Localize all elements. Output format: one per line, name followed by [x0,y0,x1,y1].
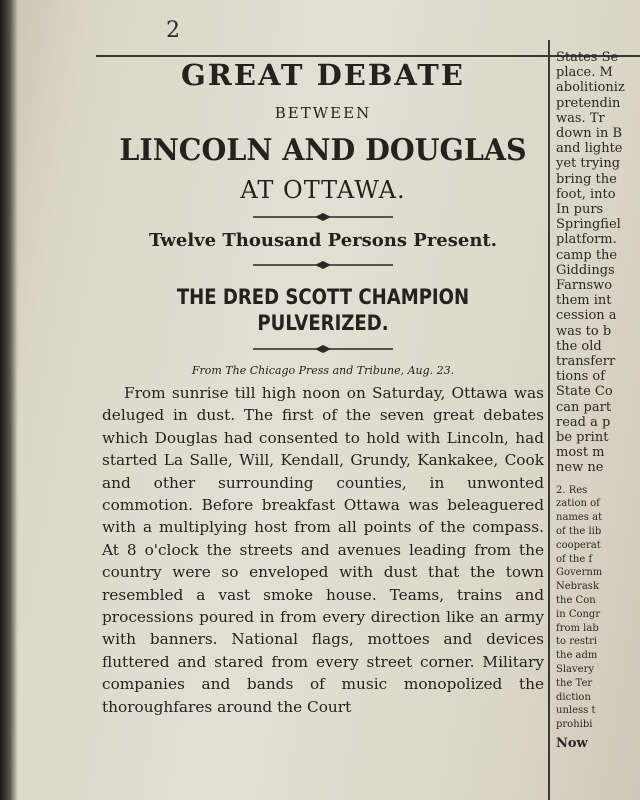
adjacent-column-tail: Now [556,736,588,752]
adjacent-column-line: cession a [556,308,617,324]
adjacent-column-line: down in B [556,126,622,142]
adjacent-column-line: pretendin [556,95,621,111]
adjacent-column-line: bring the [556,171,617,187]
adjacent-column-small-line: zation of [556,498,600,510]
adjacent-column-small-line: of the lib [556,526,602,538]
headline-lincoln-douglas: LINCOLN AND DOUGLAS [119,133,527,168]
adjacent-column [556,50,640,751]
adjacent-column-line: States Se [556,50,619,65]
adjacent-column-line: tions of [556,369,606,385]
adjacent-column-small-line: Governm [556,567,603,579]
article-body: From sunrise till high noon on Saturday, Ottawa was deluged in dust. The first of the seven great debates which Douglas had consented to hold with Lincoln, had started La Salle, Will, Kendall, Grundy, Kankakee, Cook and other surrounding counties, in unwonted commotion. Before breakfast Ottawa was beleaguered with a multiplying host from all points of the compass. At 8 o'clock the streets and avenues leading from the country were so enveloped with dust that the town resembled a vast smoke house. Teams, trains and processions poured in from every direction like an army with banners. National flags, mottoes and devices fluttered and stared from every street corner. Military companies and bands of music monopolized the thoroughfares around the Court [102,384,544,716]
adjacent-column-line: new ne [556,460,604,476]
adjacent-column-line: Giddings [556,262,615,278]
adjacent-column-line: read a p [556,414,611,430]
headline-dred-scott: THE DRED SCOTT CHAMPION PULVERIZED. [176,285,470,335]
headline-great-debate: GREAT DEBATE [181,58,465,92]
adjacent-column-small-line: of the f [556,553,593,565]
adjacent-column-line: In purs [556,202,604,218]
adjacent-column-line: transferr [556,354,616,370]
page-edge-shadow [0,0,18,800]
adjacent-column-small-line: prohibi [556,719,593,731]
adjacent-column-small-line: to restri [556,636,598,648]
adjacent-column-small-line: Nebrask [556,581,600,593]
ornament-divider-2 [253,260,393,270]
adjacent-column-small-line: from lab [556,622,599,634]
adjacent-column-small-line: cooperat [556,539,601,551]
adjacent-column-small-line: the Ter [556,677,593,689]
adjacent-column-small-line: in Congr [556,608,601,620]
adjacent-column-upper [556,50,640,476]
headline-between: BETWEEN [274,104,372,122]
adjacent-column-small-line: unless t [556,705,596,717]
adjacent-column-lower [556,484,640,732]
adjacent-column-line: Farnswo [556,278,613,294]
adjacent-column-line: the old [556,338,602,354]
adjacent-column-line: them int [556,293,612,309]
adjacent-column-line: was to b [556,323,612,339]
adjacent-column-line: place. M [556,65,613,81]
adjacent-column-small-line: 2. Res [556,484,588,496]
adjacent-column-line: platform. [556,232,617,248]
source-credit: From The Chicago Press and Tribune, Aug. 23. [191,364,455,377]
adjacent-column-small-line: the adm [556,650,598,662]
adjacent-column-line: Springfiel [556,217,621,233]
adjacent-column-line: be print [556,430,609,446]
adjacent-column-line: can part [556,399,612,415]
adjacent-column-line: most m [556,445,605,461]
adjacent-column-line: abolitioniz [556,80,625,96]
adjacent-column-line: yet trying [556,156,621,172]
page-number: 2 [166,18,180,43]
headline-at-ottawa: AT OTTAWA. [240,176,406,204]
adjacent-column-small-line: Slavery [556,664,595,676]
adjacent-column-line: foot, into [556,186,616,202]
adjacent-column-small-line: diction [556,691,591,703]
main-column [102,58,544,718]
ornament-divider-3 [253,344,393,354]
ornament-divider-1 [253,212,393,222]
adjacent-column-small-line: the Con [556,595,596,607]
adjacent-column-small-line: names at [556,512,603,524]
column-rule [548,40,550,800]
adjacent-column-line: was. Tr [556,110,605,126]
headline-twelve-thousand: Twelve Thousand Persons Present. [148,230,498,251]
adjacent-column-line: camp the [556,247,618,263]
adjacent-column-line: and lighte [556,141,623,157]
adjacent-column-line: State Co [556,384,613,400]
